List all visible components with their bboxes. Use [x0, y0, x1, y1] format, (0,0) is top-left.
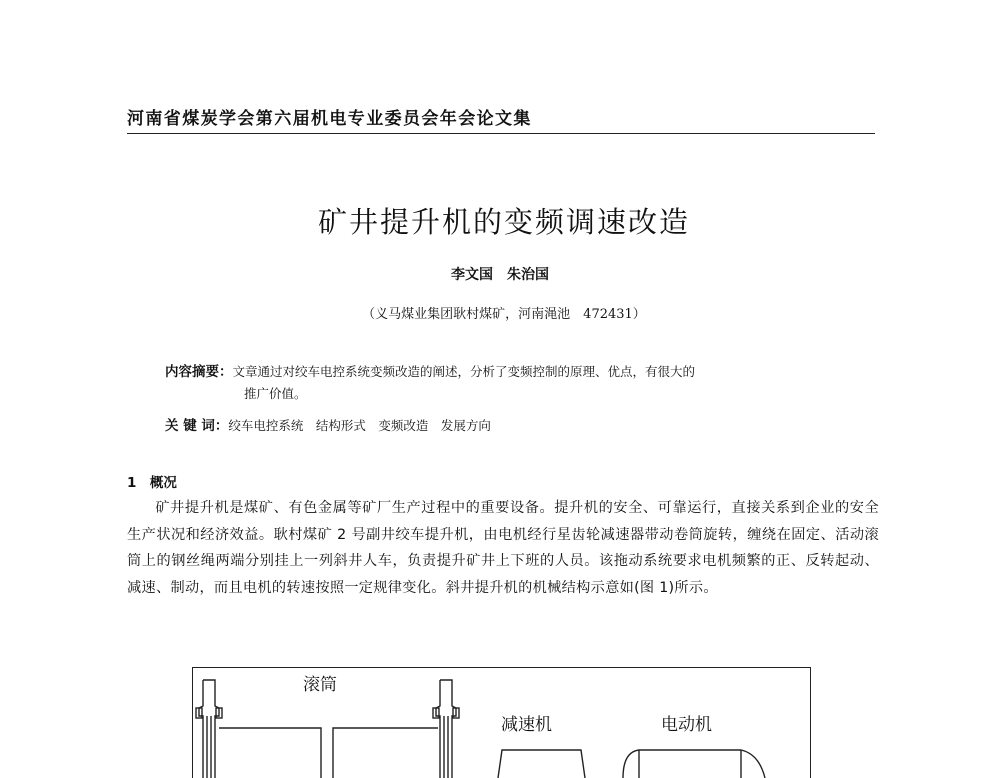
abstract-row-2 — [165, 383, 880, 405]
drum-label: 滚筒 — [303, 675, 337, 695]
abstract-text-line2: 推广价值。 — [244, 386, 307, 401]
running-header: 河南省煤炭学会第六届机电专业委员会年会论文集 — [127, 109, 532, 129]
keywords-list: 绞车电控系统 结构形式 变频改造 发展方向 — [228, 418, 491, 433]
authors: 李文国 朱治国 — [451, 267, 549, 283]
abstract-label: 内容摘要： — [165, 364, 233, 380]
paper-title: 矿井提升机的变频调速改造 — [317, 205, 690, 239]
reducer-label: 减速机 — [501, 715, 552, 735]
keywords — [165, 414, 491, 434]
section-body — [127, 495, 879, 601]
abstract — [165, 361, 880, 405]
body-paragraph: 矿井提升机是煤矿、有色金属等矿厂生产过程中的重要设备。提升机的安全、可靠运行，直接关系到企业的安全生产状况和经济效益。耿村煤矿 2 号副井绞车提升机，由电机经行星齿轮减速器带动卷筒旋转，缠绕在固定、活动滚筒上的钢丝绳两端分别挂上一列斜井人车，负责提升矿井上下班的人员。该拖动系统要求电机频繁的正、反转起动、减速、制动，而且电机的转速按照一定规律变化。斜井提升机的机械结构示意如(图 1)所示。 — [127, 500, 879, 596]
keywords-label: 关 键 词： — [165, 418, 229, 434]
figure-1-diagram — [192, 667, 811, 778]
abstract-text-line1: 文章通过对绞车电控系统变频改造的阐述，分析了变频控制的原理、优点，有很大的 — [232, 364, 696, 379]
affiliation: （义马煤业集团耿村煤矿，河南渑池 472431） — [362, 307, 646, 322]
abstract-row-1 — [165, 361, 880, 383]
section-heading: 1 概况 — [127, 475, 177, 491]
header-rule — [127, 133, 875, 134]
motor-label: 电动机 — [661, 715, 712, 735]
left-bearing-outline — [199, 680, 203, 778]
